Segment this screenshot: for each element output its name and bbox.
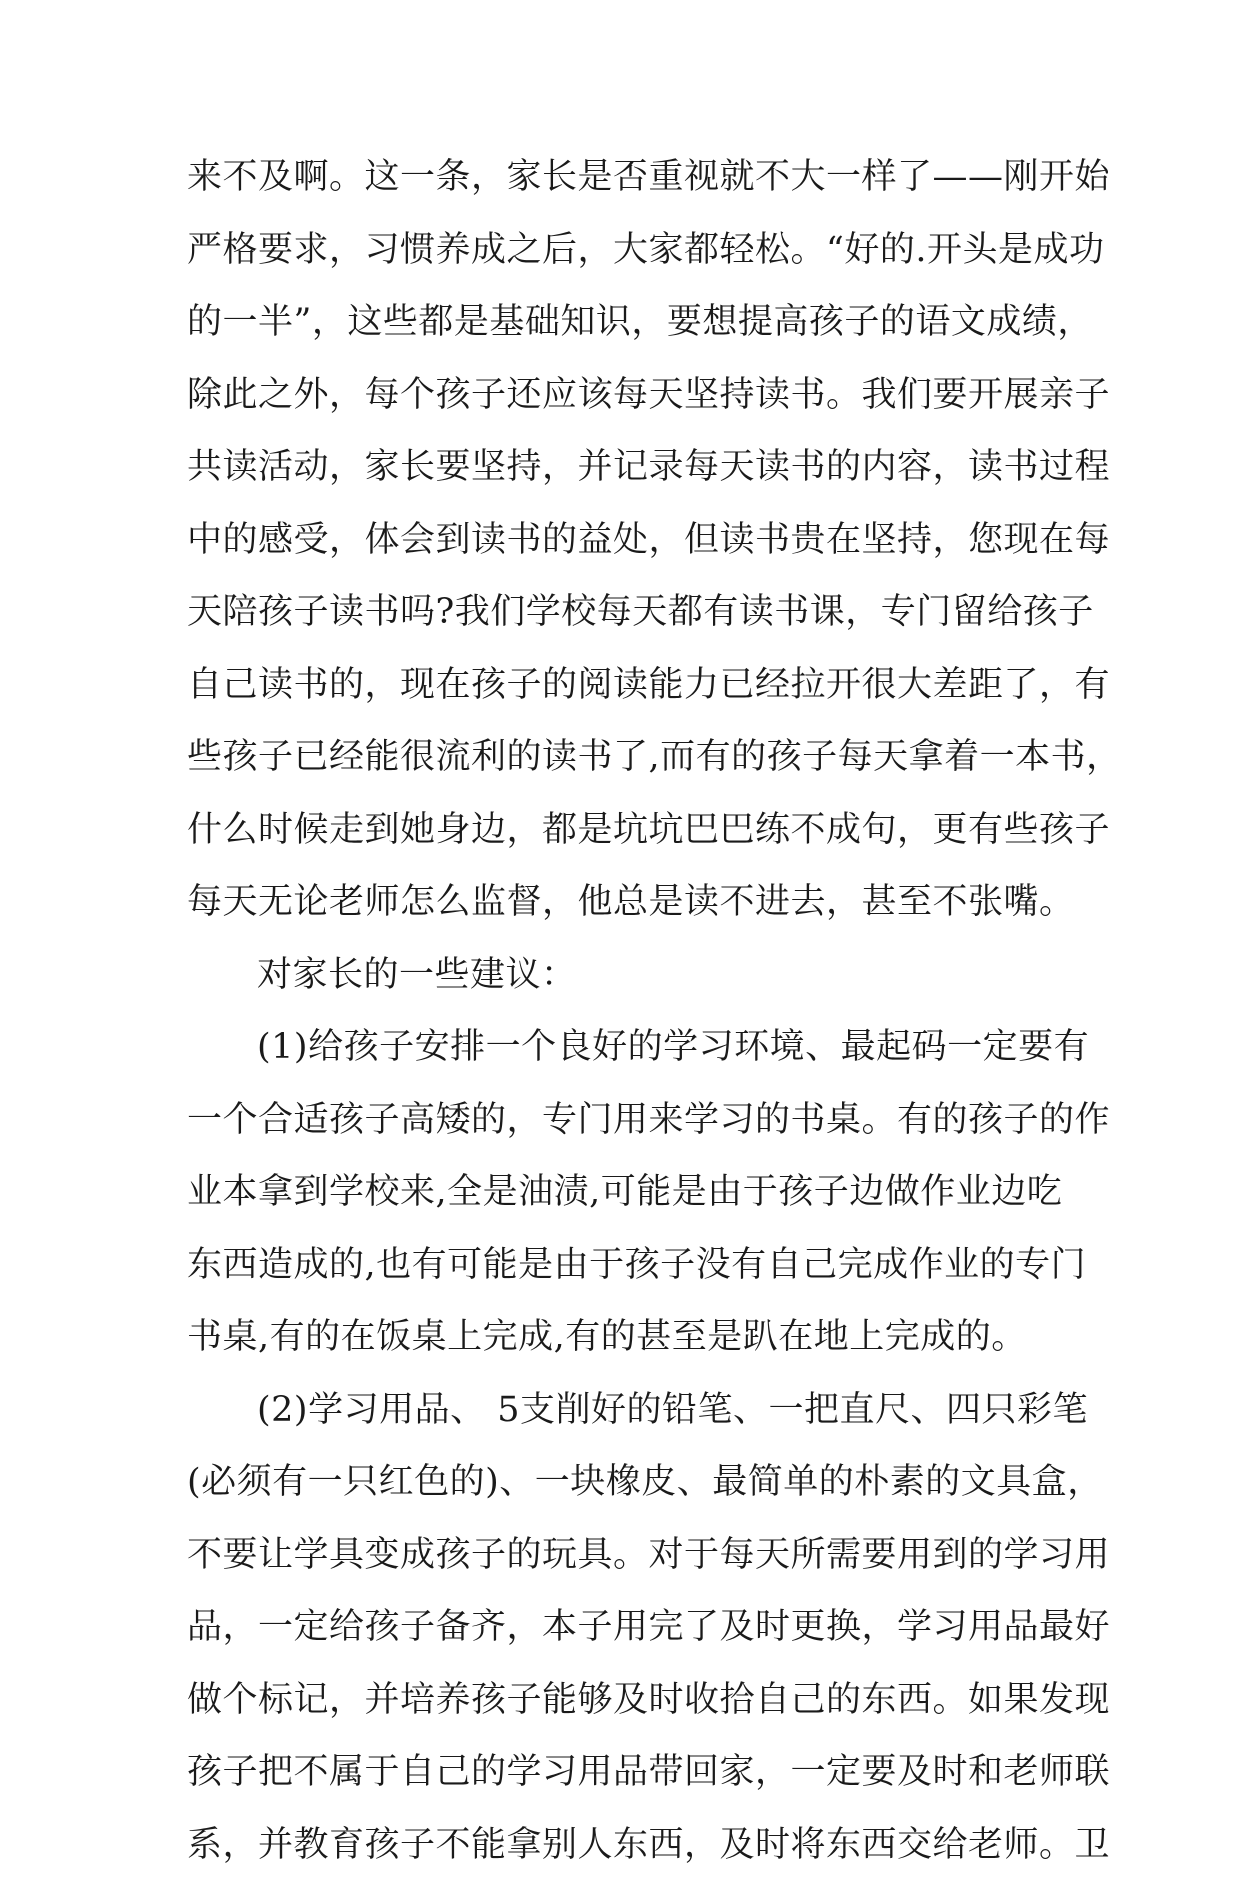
text-line: 品，一定给孩子备齐，本子用完了及时更换，学习用品最好: [187, 1591, 1057, 1664]
text-line: 自己读书的，现在孩子的阅读能力已经拉开很大差距了，有: [187, 649, 1057, 722]
section-heading: 对家长的一些建议：: [187, 939, 1057, 1012]
text-line: 东西造成的,也有可能是由于孩子没有自己完成作业的专门: [187, 1229, 1057, 1302]
text-line: 些孩子已经能很流利的读书了,而有的孩子每天拿着一本书，: [187, 721, 1057, 794]
body-text: [187, 141, 1057, 1881]
text-line: 来不及啊。这一条，家长是否重视就不大一样了——刚开始: [187, 141, 1057, 214]
text-line: 的一半”，这些都是基础知识，要想提高孩子的语文成绩，: [187, 286, 1057, 359]
text-line: 孩子把不属于自己的学习用品带回家，一定要及时和老师联: [187, 1736, 1057, 1809]
text-line: (1)给孩子安排一个良好的学习环境、最起码一定要有: [187, 1011, 1057, 1084]
text-line: (必须有一只红色的)、一块橡皮、最简单的朴素的文具盒，: [187, 1446, 1057, 1519]
text-line: 什么时候走到她身边，都是坑坑巴巴练不成句，更有些孩子: [187, 794, 1057, 867]
text-line: 每天无论老师怎么监督，他总是读不进去，甚至不张嘴。: [187, 866, 1057, 939]
text-line: 一个合适孩子高矮的，专门用来学习的书桌。有的孩子的作: [187, 1084, 1057, 1157]
text-line: 书桌,有的在饭桌上完成,有的甚至是趴在地上完成的。: [187, 1301, 1057, 1374]
text-line: 不要让学具变成孩子的玩具。对于每天所需要用到的学习用: [187, 1519, 1057, 1592]
text-line: 严格要求，习惯养成之后，大家都轻松。“好的.开头是成功: [187, 214, 1057, 287]
text-line: 中的感受，体会到读书的益处，但读书贵在坚持，您现在每: [187, 504, 1057, 577]
text-line: 系，并教育孩子不能拿别人东西，及时将东西交给老师。卫: [187, 1809, 1057, 1881]
text-line: 天陪孩子读书吗?我们学校每天都有读书课，专门留给孩子: [187, 576, 1057, 649]
text-line: 业本拿到学校来,全是油渍,可能是由于孩子边做作业边吃: [187, 1156, 1057, 1229]
text-line: 除此之外，每个孩子还应该每天坚持读书。我们要开展亲子: [187, 359, 1057, 432]
text-line: 共读活动，家长要坚持，并记录每天读书的内容，读书过程: [187, 431, 1057, 504]
text-line: (2)学习用品、 5支削好的铅笔、一把直尺、四只彩笔: [187, 1374, 1057, 1447]
text-line: 做个标记，并培养孩子能够及时收拾自己的东西。如果发现: [187, 1664, 1057, 1737]
